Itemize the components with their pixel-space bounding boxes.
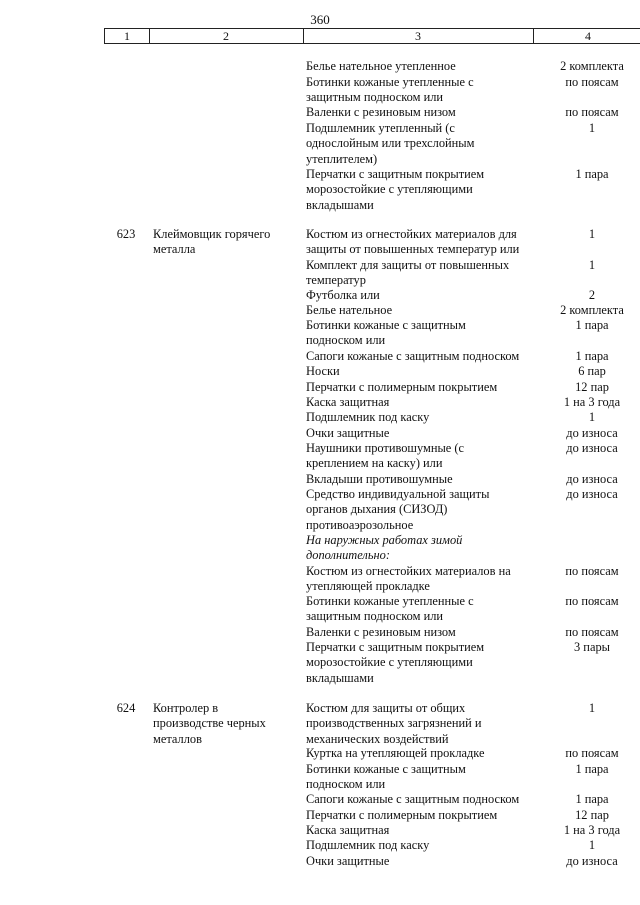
ppe-item: Костюм из огнестойких материалов на утепляющей прокладке xyxy=(306,564,511,594)
ppe-item: Каска защитная xyxy=(306,823,390,837)
ppe-quantity: по поясам xyxy=(565,105,619,119)
ppe-quantity: 1 xyxy=(588,121,596,135)
ppe-item: Ботинки кожаные утепленные с защитным подноском или xyxy=(306,75,474,105)
header-col-4: 4 xyxy=(585,29,591,43)
ppe-quantity: 1 xyxy=(588,227,596,241)
ppe-item: Костюм для защиты от общих производственных загрязнений и механических воздействий xyxy=(306,701,482,746)
profession-name: Клеймовщик горячего металла xyxy=(153,227,271,257)
ppe-item: Перчатки с защитным покрытием морозостойкие с утепляющими вкладышами xyxy=(306,167,485,212)
ppe-item: Ботинки кожаные с защитным подноском или xyxy=(306,762,466,792)
ppe-item: Подшлемник утепленный (с однослойным или трехслойным утеплителем) xyxy=(306,121,475,166)
ppe-item: Вкладыши противошумные xyxy=(306,472,453,486)
ppe-quantity: 1 пара xyxy=(575,318,609,332)
ppe-item: Валенки с резиновым низом xyxy=(306,105,456,119)
ppe-quantity: 1 xyxy=(588,838,596,852)
ppe-item: Перчатки с защитным покрытием морозостойкие с утепляющими вкладышами xyxy=(306,640,485,685)
ppe-quantity: до износа xyxy=(566,854,618,868)
table-header xyxy=(104,28,640,44)
ppe-quantity: до износа xyxy=(566,472,618,486)
ppe-quantity: до износа xyxy=(566,426,618,440)
ppe-quantity: 1 на 3 года xyxy=(563,395,621,409)
ppe-quantity: 1 на 3 года xyxy=(563,823,621,837)
ppe-item: На наружных работах зимой дополнительно: xyxy=(306,533,463,563)
ppe-item: Очки защитные xyxy=(306,426,390,440)
row-number: 624 xyxy=(116,701,136,715)
header-col-3: 3 xyxy=(303,29,534,43)
ppe-quantity: 1 пара xyxy=(575,792,609,806)
ppe-quantity: 6 пар xyxy=(578,364,606,378)
ppe-quantity: 1 xyxy=(588,258,596,272)
ppe-item: Валенки с резиновым низом xyxy=(306,625,456,639)
ppe-quantity: по поясам xyxy=(565,564,619,578)
ppe-quantity: 1 пара xyxy=(575,762,609,776)
ppe-item: Футболка или xyxy=(306,288,380,302)
ppe-quantity: 12 пар xyxy=(575,808,609,822)
ppe-item: Костюм из огнестойких материалов для защиты от повышенных температур или xyxy=(306,227,520,257)
header-col-2: 2 xyxy=(149,29,304,43)
ppe-item: Ботинки кожаные с защитным подноском или xyxy=(306,318,466,348)
ppe-item: Сапоги кожаные с защитным подноском xyxy=(306,792,520,806)
profession-name: Контролер в производстве черных металлов xyxy=(153,701,266,746)
ppe-item: Белье нательное xyxy=(306,303,393,317)
ppe-quantity: по поясам xyxy=(565,75,619,89)
header-col-1: 1 xyxy=(105,29,150,43)
ppe-quantity: 2 комплекта xyxy=(560,303,624,317)
ppe-quantity: по поясам xyxy=(565,594,619,608)
row-number: 623 xyxy=(116,227,136,241)
ppe-item: Белье нательное утепленное xyxy=(306,59,456,73)
ppe-quantity: до износа xyxy=(566,441,618,455)
ppe-quantity: 3 пары xyxy=(574,640,610,654)
ppe-item: Перчатки с полимерным покрытием xyxy=(306,808,498,822)
ppe-quantity: 1 пара xyxy=(575,349,609,363)
ppe-quantity: по поясам xyxy=(565,746,619,760)
ppe-quantity: 1 xyxy=(588,701,596,715)
ppe-item: Сапоги кожаные с защитным подноском xyxy=(306,349,520,363)
ppe-item: Подшлемник под каску xyxy=(306,410,430,424)
ppe-item: Ботинки кожаные утепленные с защитным подноском или xyxy=(306,594,474,624)
ppe-quantity: 1 пара xyxy=(575,167,609,181)
ppe-quantity: по поясам xyxy=(565,625,619,639)
ppe-item: Куртка на утепляющей прокладке xyxy=(306,746,485,760)
ppe-item: Средство индивидуальной защиты органов дыхания (СИЗОД) противоаэрозольное xyxy=(306,487,490,532)
ppe-quantity: 12 пар xyxy=(575,380,609,394)
ppe-item: Каска защитная xyxy=(306,395,390,409)
ppe-item: Комплект для защиты от повышенных температур xyxy=(306,258,510,288)
ppe-quantity: до износа xyxy=(566,487,618,501)
ppe-item: Наушники противошумные (с креплением на каску) или xyxy=(306,441,465,471)
ppe-quantity: 2 xyxy=(588,288,596,302)
ppe-item: Очки защитные xyxy=(306,854,390,868)
ppe-item: Подшлемник под каску xyxy=(306,838,430,852)
ppe-quantity: 2 комплекта xyxy=(560,59,624,73)
ppe-item: Носки xyxy=(306,364,340,378)
ppe-quantity: 1 xyxy=(588,410,596,424)
page-number: 360 xyxy=(310,12,330,27)
ppe-item: Перчатки с полимерным покрытием xyxy=(306,380,498,394)
